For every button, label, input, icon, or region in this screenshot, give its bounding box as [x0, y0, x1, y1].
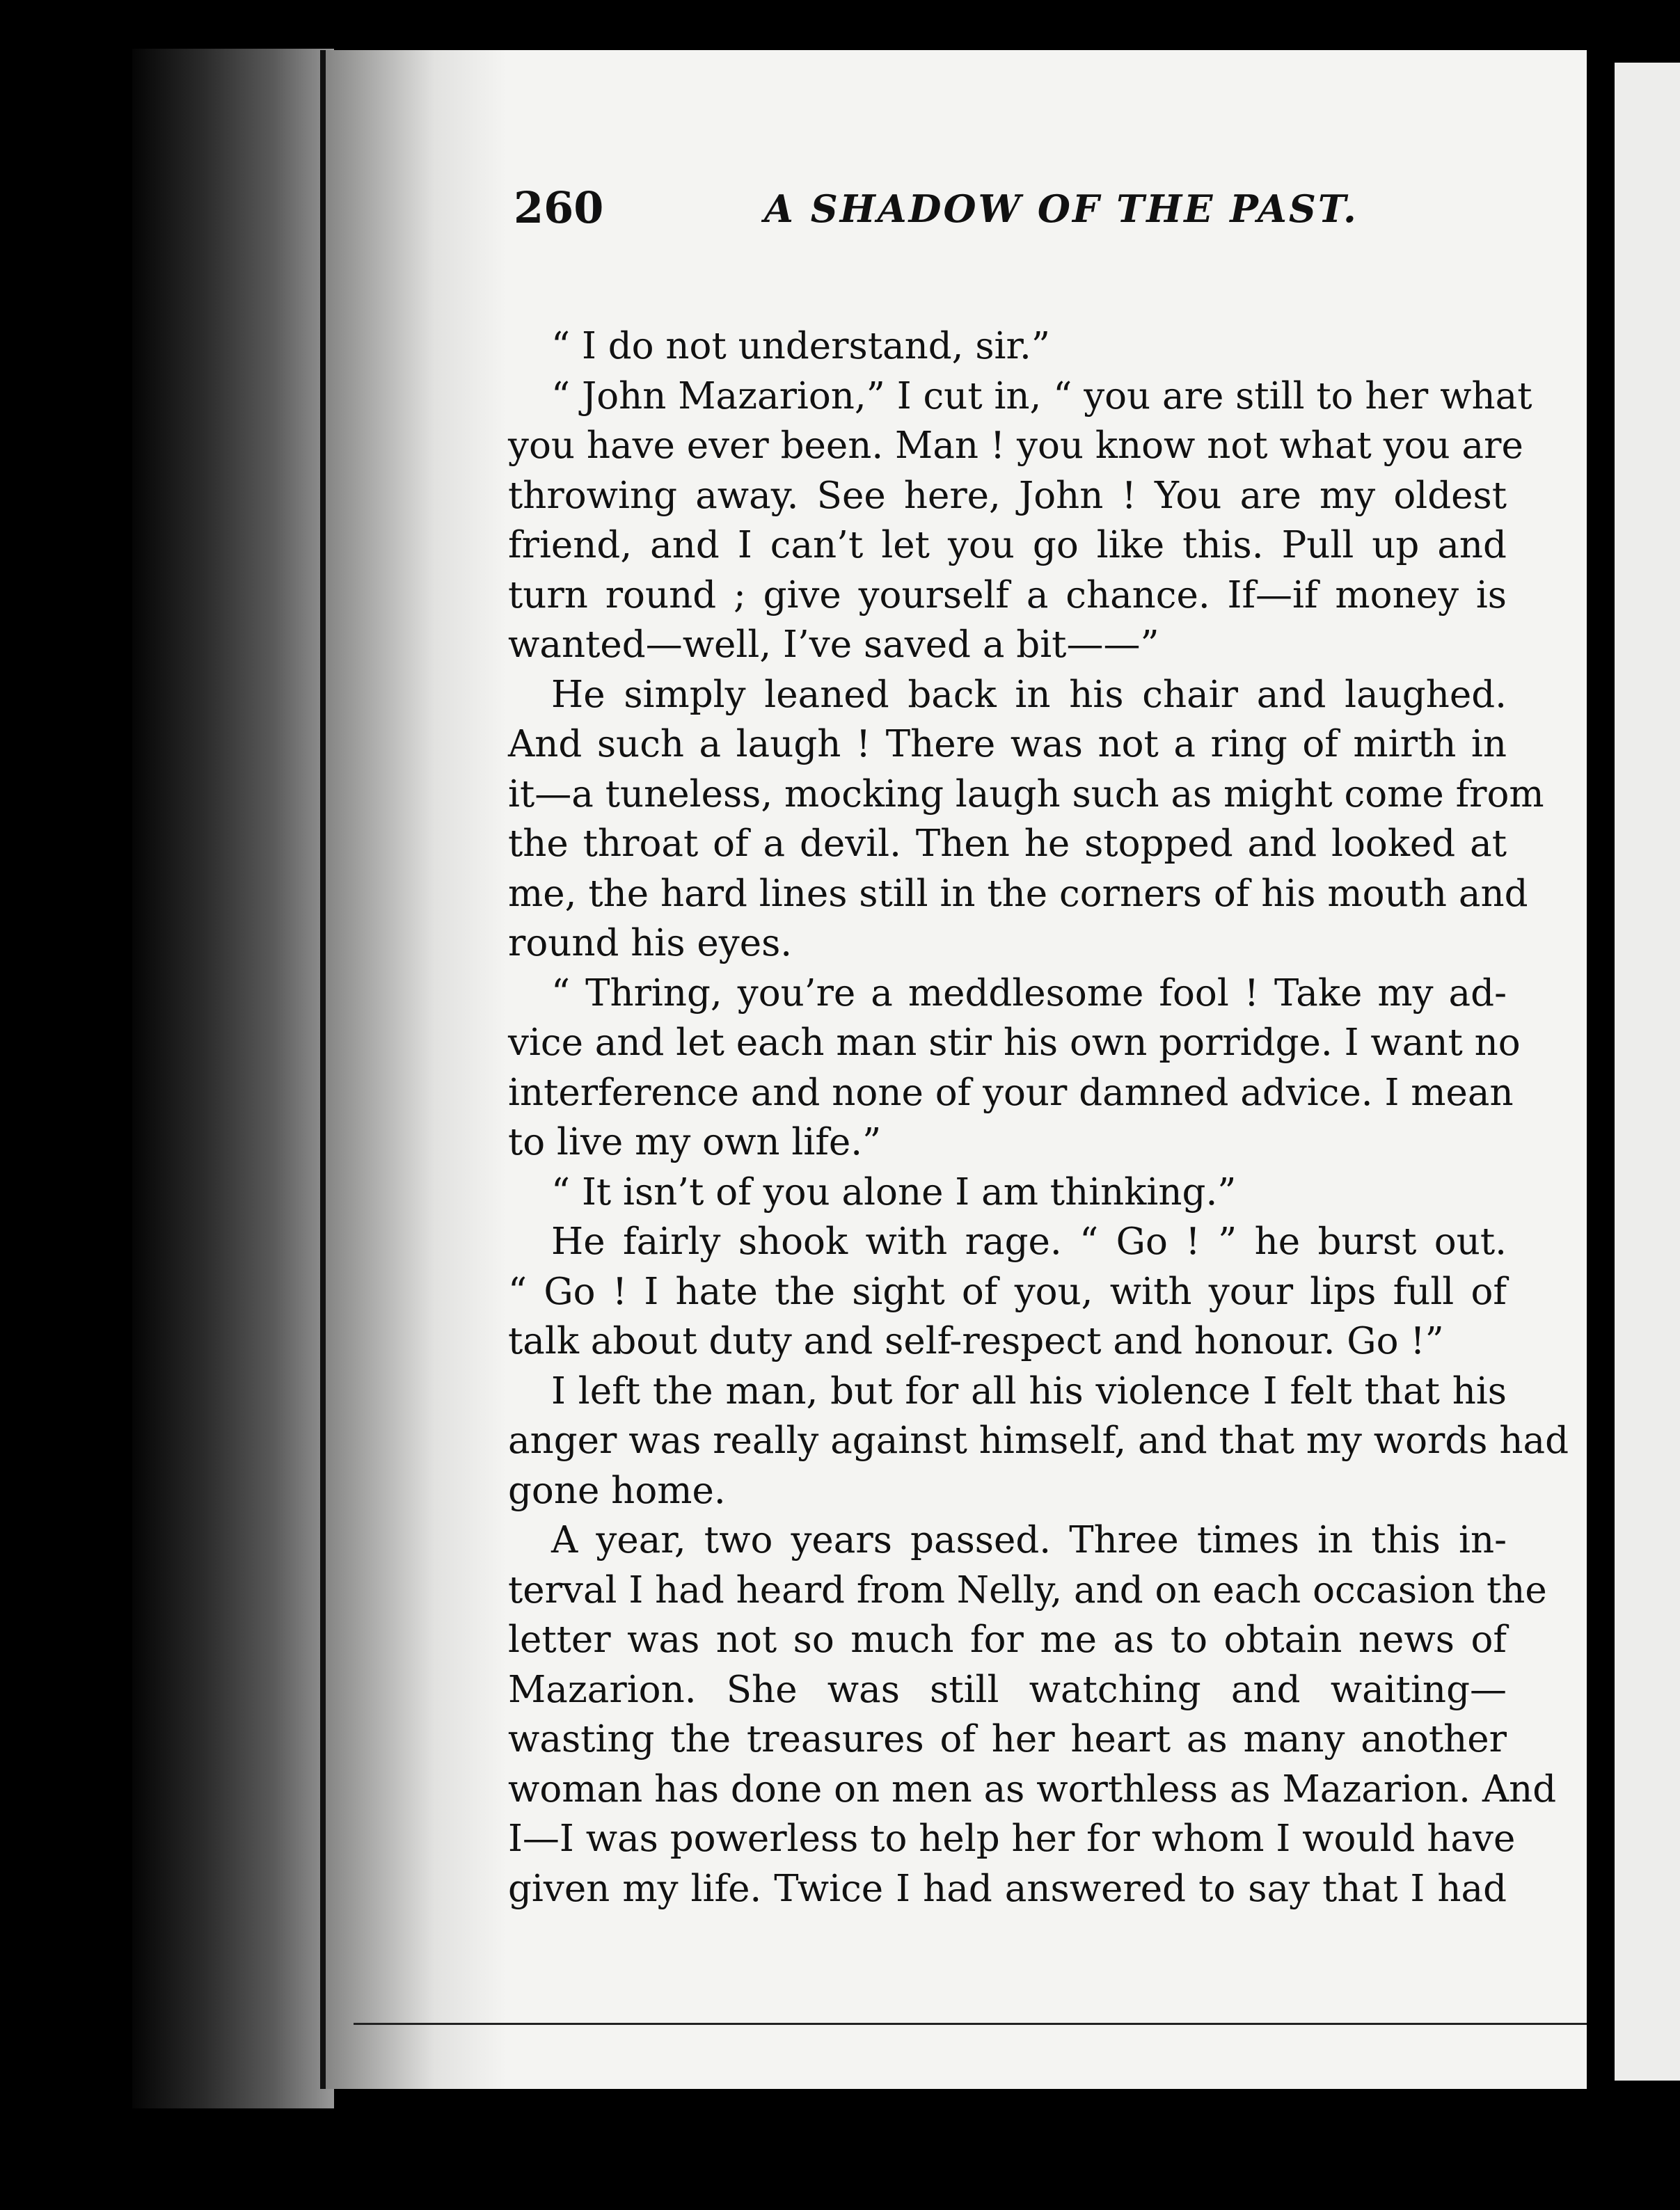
page-edge-divider	[1587, 0, 1615, 2210]
page-number: 260	[514, 182, 604, 233]
text-line: I—I was powerless to help her for whom I would have	[508, 1818, 1516, 1860]
text-line: round his eyes.	[508, 922, 793, 964]
text-line: And such a laugh ! There was not a ring of mirth in	[508, 723, 1507, 765]
body-text	[508, 321, 1569, 1914]
text-line: you have ever been. Man ! you know not what you are	[508, 424, 1523, 467]
text-line: friend, and I can’t let you go like this. Pull up and	[508, 524, 1507, 566]
text-line: turn round ; give yourself a chance. If—if money is	[508, 573, 1507, 617]
text-line: “ I do not understand, sir.”	[551, 325, 1050, 367]
text-line: “ Thring, you’re a meddlesome fool ! Take my ad-	[551, 971, 1507, 1015]
text-line: me, the hard lines still in the corners of his mouth and	[508, 872, 1528, 915]
text-line: anger was really against himself, and that my words had	[508, 1420, 1569, 1462]
running-head: A SHADOW OF THE PAST.	[764, 186, 1358, 231]
text-line: He simply leaned back in his chair and laughed.	[551, 673, 1507, 716]
book-gutter	[132, 49, 334, 2108]
text-line: “ John Mazarion,” I cut in, “ you are still to her what	[551, 374, 1532, 418]
text-line: the throat of a devil. Then he stopped and looked at	[508, 822, 1507, 865]
text-line: “ It isn’t of you alone I am thinking.”	[551, 1170, 1237, 1214]
facing-page-edge	[1615, 63, 1680, 2081]
text-line: wanted—well, I’ve saved a bit——”	[508, 623, 1159, 666]
text-line: He fairly shook with rage. “ Go ! ” he burst out.	[551, 1221, 1507, 1263]
book-page	[320, 50, 1601, 2089]
text-line: I left the man, but for all his violence I felt that his	[551, 1369, 1507, 1413]
text-line: A year, two years passed. Three times in this in-	[551, 1519, 1507, 1561]
text-line: to live my own life.”	[508, 1121, 882, 1163]
text-line: letter was not so much for me as to obtain news of	[508, 1619, 1507, 1661]
text-line: Mazarion. She was still watching and waiting—	[508, 1668, 1507, 1711]
text-line: throwing away. See here, John ! You are my oldest	[508, 474, 1507, 517]
text-line: it—a tuneless, mocking laugh such as might come from	[508, 772, 1544, 816]
text-line: interference and none of your damned advice. I mean	[508, 1071, 1514, 1114]
text-line: wasting the treasures of her heart as many another	[508, 1718, 1507, 1760]
text-line: “ Go ! I hate the sight of you, with your lips full of	[508, 1270, 1507, 1313]
text-line: woman has done on men as worthless as Mazarion. And	[508, 1767, 1557, 1811]
text-line: vice and let each man stir his own porridge. I want no	[508, 1021, 1521, 1064]
text-line: terval I had heard from Nelly, and on each occasion the	[508, 1568, 1547, 1612]
text-line: given my life. Twice I had answered to say that I had	[508, 1867, 1507, 1910]
text-line: gone home.	[508, 1469, 726, 1512]
page-header	[514, 182, 1613, 266]
text-line: talk about duty and self-respect and honour. Go !”	[508, 1320, 1444, 1362]
page-shadow	[326, 50, 507, 2089]
bottom-rule	[354, 2023, 1601, 2025]
